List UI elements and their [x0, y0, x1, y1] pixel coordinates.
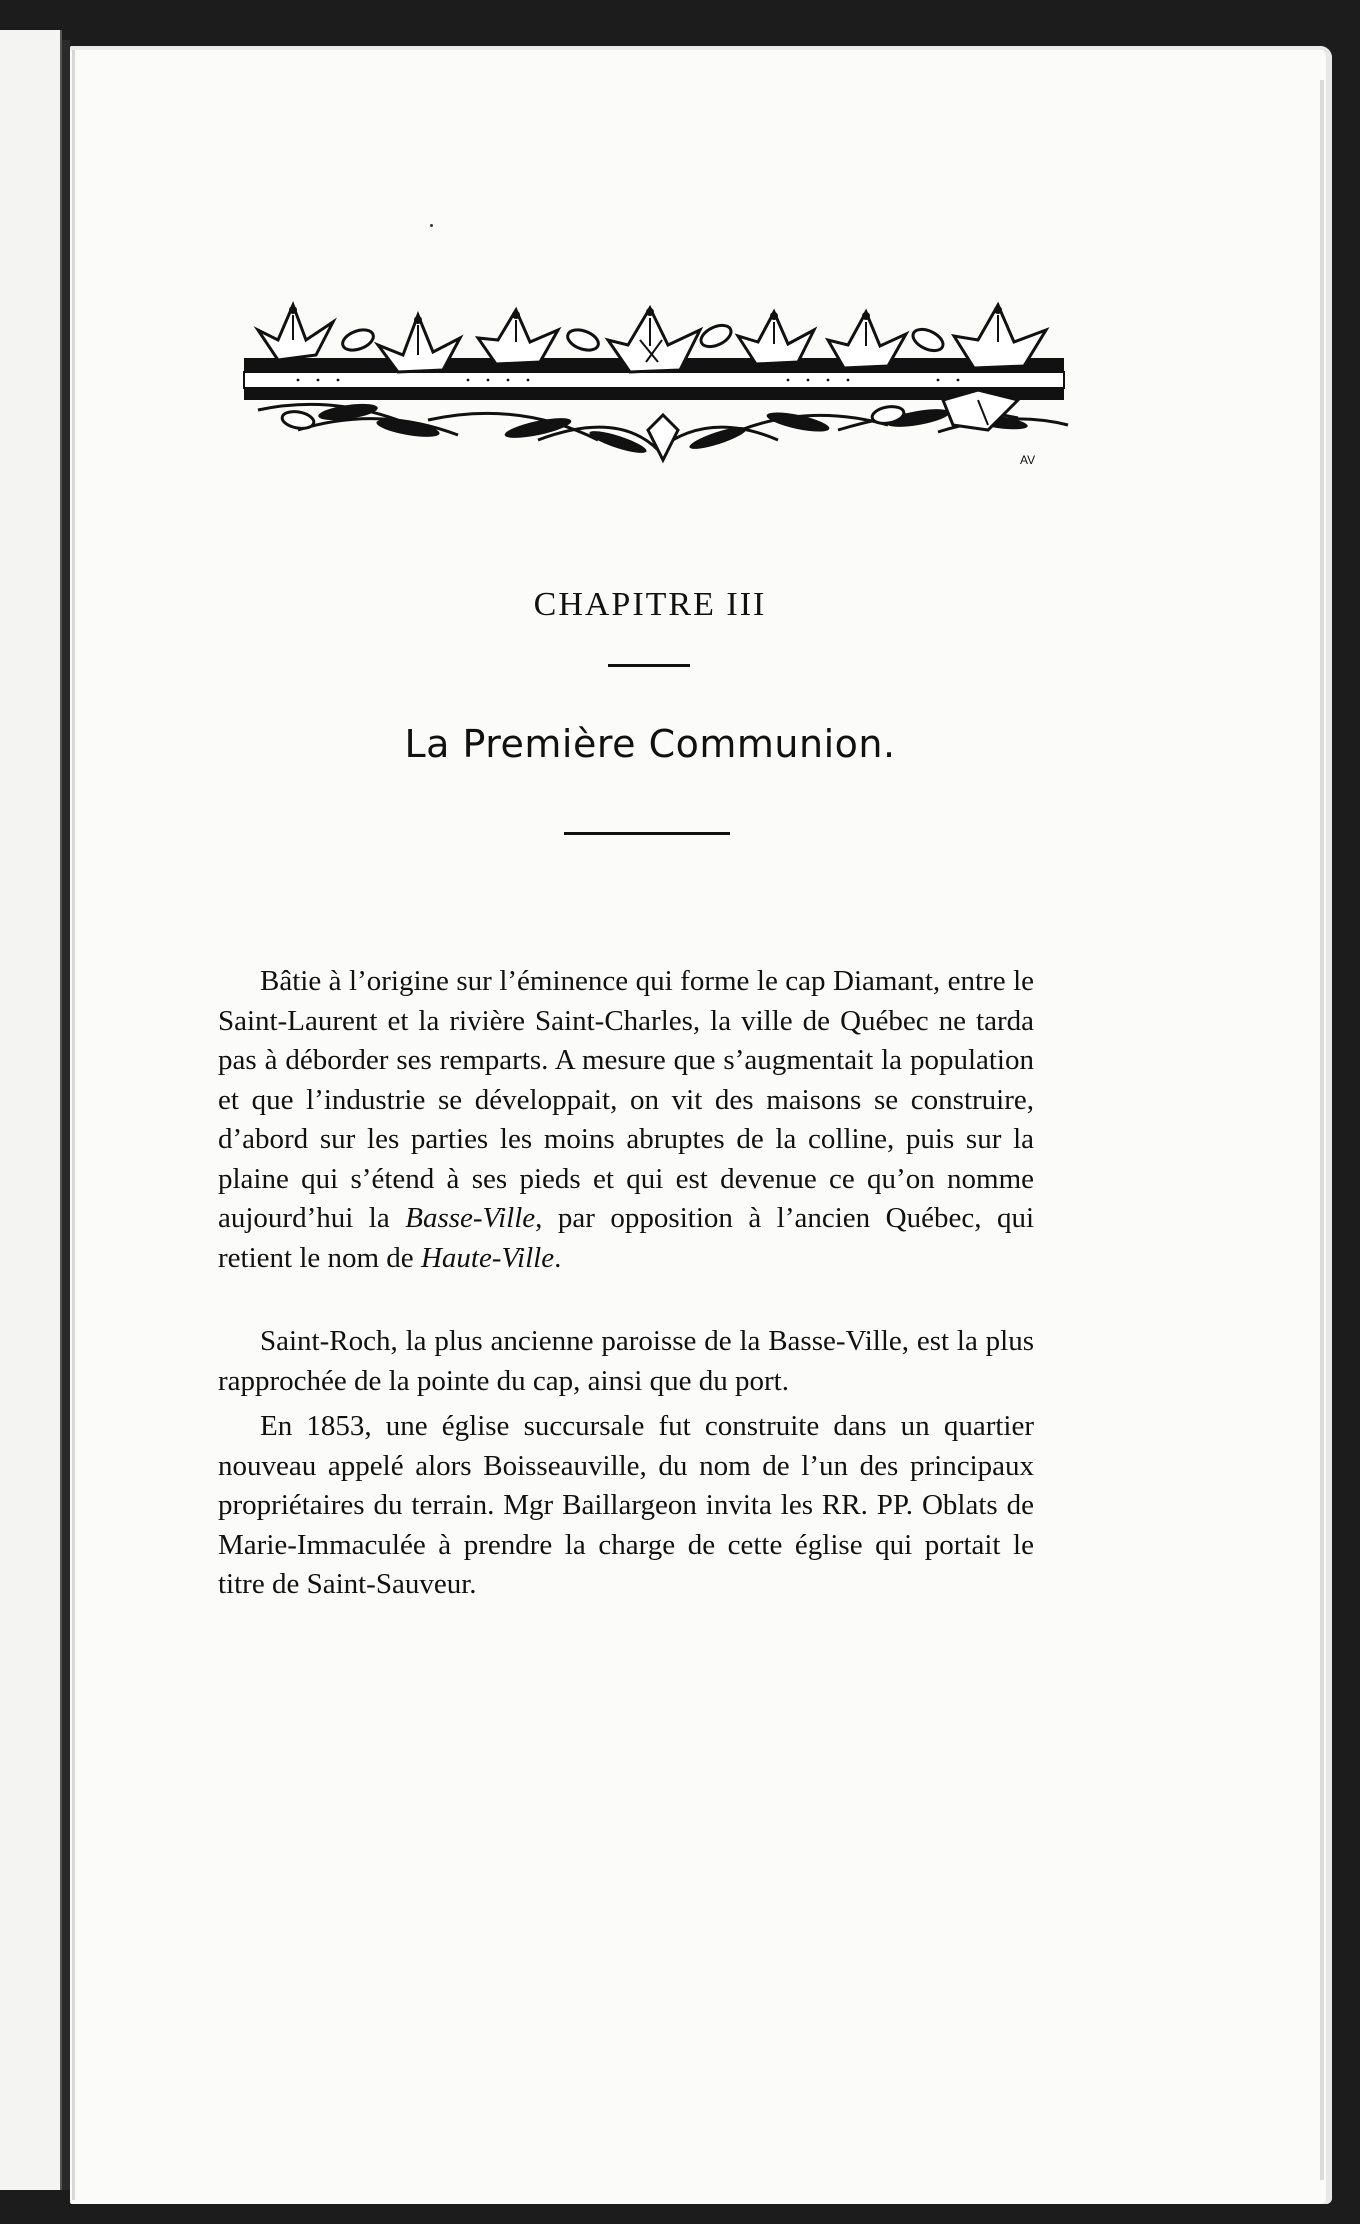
- lily-garland-icon: [238, 300, 1080, 470]
- italic-place-name: Haute-Ville: [420, 1241, 555, 1274]
- chapter-divider-long: [564, 832, 730, 835]
- page-right-edge: [1320, 80, 1324, 2180]
- page-binding-edge: [72, 50, 75, 2200]
- paper-speck: [430, 224, 433, 227]
- body-paragraph-2: Saint-Roch, la plus ancienne paroisse de la Basse-Ville, est la plus rapprochée de la pointe du cap, ainsi que du port.: [218, 1325, 1034, 1397]
- body-paragraph-3: En 1853, une église succursale fut construite dans un quartier nouveau appelé alors Boisseauville, du nom de l’un des principaux propriétaires du terrain. Mgr Baillargeon invita les RR. PP. Oblats de Marie-Immaculée à prendre la charge de cette église qui portait le titre de Saint-Sauveur.: [218, 1410, 1034, 1600]
- italic-place-name: Basse-Ville: [405, 1202, 536, 1234]
- chapter-number: CHAPITRE III: [533, 586, 767, 623]
- chapter-body: [218, 962, 1034, 1605]
- svg-text:AV: AV: [1020, 453, 1036, 467]
- facing-page-edge: [0, 30, 62, 2190]
- book-gutter: [62, 40, 70, 2190]
- chapter-divider-short: [608, 664, 690, 667]
- chapter-title: La Première Communion.: [404, 722, 896, 766]
- body-paragraph-1: Bâtie à l’origine sur l’éminence qui forme le cap Diamant, entre le Saint-Laurent et la rivière Saint-Charles, la ville de Québec ne tarda pas à déborder ses remparts. A mesure que s’augmentait la population et que l’industrie se développait, on vit des maisons se construire, d’abord sur les parties les moins abruptes de la colline, puis sur la plaine qui s’étend à ses pieds et qui est devenue ce qu’on nomme aujourd’hui la Basse-Ville, par opposition à l’ancien Québec, qui retient le nom de Haute-Ville.: [218, 965, 1035, 1274]
